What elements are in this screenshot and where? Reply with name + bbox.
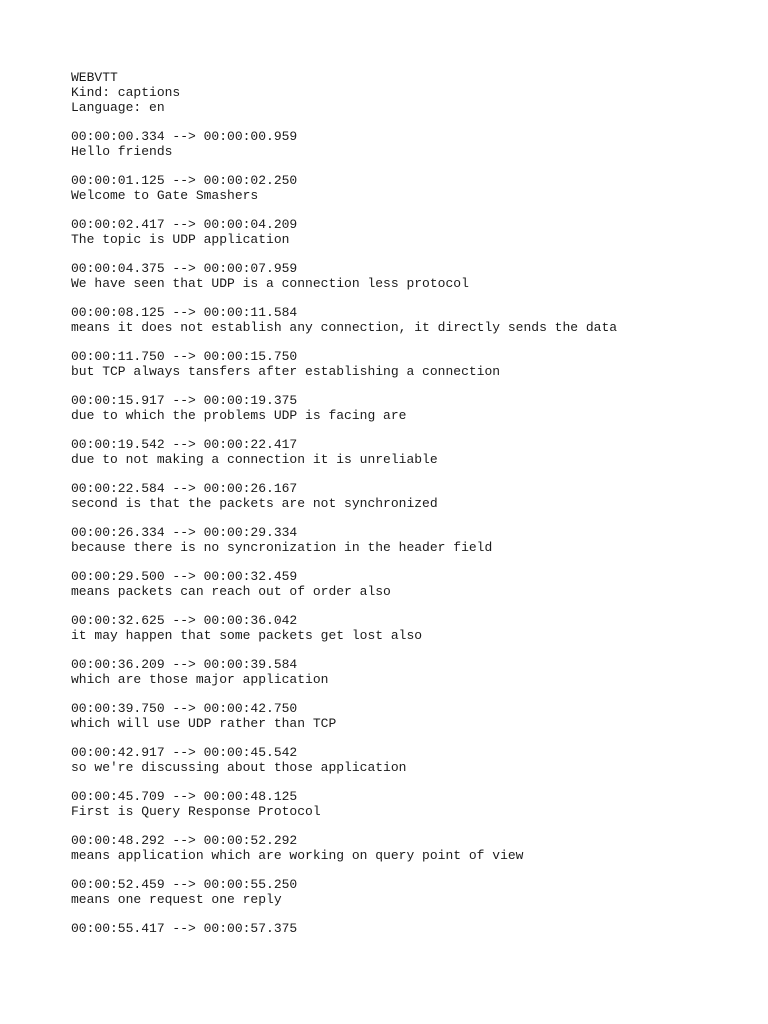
cue-1 — [71, 129, 751, 159]
cue-12 — [71, 613, 751, 643]
cue-14 — [71, 701, 751, 731]
cue-11 — [71, 569, 751, 599]
cue-text: Welcome to Gate Smashers — [71, 188, 259, 203]
cue-5 — [71, 305, 751, 335]
cue-text: means application which are working on query point of view — [71, 848, 524, 863]
cue-timestamp: 00:00:15.917 --> 00:00:19.375 — [71, 393, 298, 408]
cue-timestamp: 00:00:11.750 --> 00:00:15.750 — [71, 349, 298, 364]
cue-text: second is that the packets are not synchronized — [71, 496, 438, 511]
cue-timestamp: 00:00:02.417 --> 00:00:04.209 — [71, 217, 298, 232]
cue-18 — [71, 877, 751, 907]
cue-text: it may happen that some packets get lost also — [71, 628, 423, 643]
cue-timestamp: 00:00:39.750 --> 00:00:42.750 — [71, 701, 298, 716]
cue-3 — [71, 217, 751, 247]
cue-timestamp: 00:00:48.292 --> 00:00:52.292 — [71, 833, 298, 848]
cue-timestamp: 00:00:19.542 --> 00:00:22.417 — [71, 437, 298, 452]
cue-19 — [71, 921, 751, 936]
vtt-kind: Kind: captions — [71, 85, 181, 100]
vtt-signature: WEBVTT — [71, 70, 118, 85]
cue-timestamp: 00:00:32.625 --> 00:00:36.042 — [71, 613, 298, 628]
cue-6 — [71, 349, 751, 379]
cue-timestamp: 00:00:04.375 --> 00:00:07.959 — [71, 261, 298, 276]
cue-text: means one request one reply — [71, 892, 282, 907]
cue-text: means packets can reach out of order also — [71, 584, 391, 599]
cue-timestamp: 00:00:26.334 --> 00:00:29.334 — [71, 525, 298, 540]
cue-timestamp: 00:00:01.125 --> 00:00:02.250 — [71, 173, 298, 188]
cue-timestamp: 00:00:29.500 --> 00:00:32.459 — [71, 569, 298, 584]
vtt-language: Language: en — [71, 100, 165, 115]
cue-text: Hello friends — [71, 144, 173, 159]
cue-13 — [71, 657, 751, 687]
cue-text: because there is no syncronization in the header field — [71, 540, 493, 555]
cue-text: We have seen that UDP is a connection less protocol — [71, 276, 469, 291]
cue-timestamp: 00:00:55.417 --> 00:00:57.375 — [71, 921, 298, 936]
cue-text: due to not making a connection it is unreliable — [71, 452, 438, 467]
cue-timestamp: 00:00:45.709 --> 00:00:48.125 — [71, 789, 298, 804]
cue-timestamp: 00:00:36.209 --> 00:00:39.584 — [71, 657, 298, 672]
cue-2 — [71, 173, 751, 203]
cue-17 — [71, 833, 751, 863]
cue-16 — [71, 789, 751, 819]
cue-text: due to which the problems UDP is facing are — [71, 408, 407, 423]
cue-timestamp: 00:00:42.917 --> 00:00:45.542 — [71, 745, 298, 760]
cue-10 — [71, 525, 751, 555]
cue-timestamp: 00:00:52.459 --> 00:00:55.250 — [71, 877, 298, 892]
cue-text: which are those major application — [71, 672, 329, 687]
cue-text: so we're discussing about those application — [71, 760, 407, 775]
cue-15 — [71, 745, 751, 775]
cue-text: First is Query Response Protocol — [71, 804, 321, 819]
cue-8 — [71, 437, 751, 467]
cue-timestamp: 00:00:22.584 --> 00:00:26.167 — [71, 481, 298, 496]
cue-4 — [71, 261, 751, 291]
cue-text: but TCP always tansfers after establishing a connection — [71, 364, 501, 379]
cue-timestamp: 00:00:00.334 --> 00:00:00.959 — [71, 129, 298, 144]
cue-text: The topic is UDP application — [71, 232, 290, 247]
cue-timestamp: 00:00:08.125 --> 00:00:11.584 — [71, 305, 298, 320]
cue-text: which will use UDP rather than TCP — [71, 716, 337, 731]
cue-9 — [71, 481, 751, 511]
vtt-header — [71, 70, 751, 115]
cue-text: means it does not establish any connection, it directly sends the data — [71, 320, 618, 335]
caption-document — [71, 70, 751, 950]
cue-7 — [71, 393, 751, 423]
